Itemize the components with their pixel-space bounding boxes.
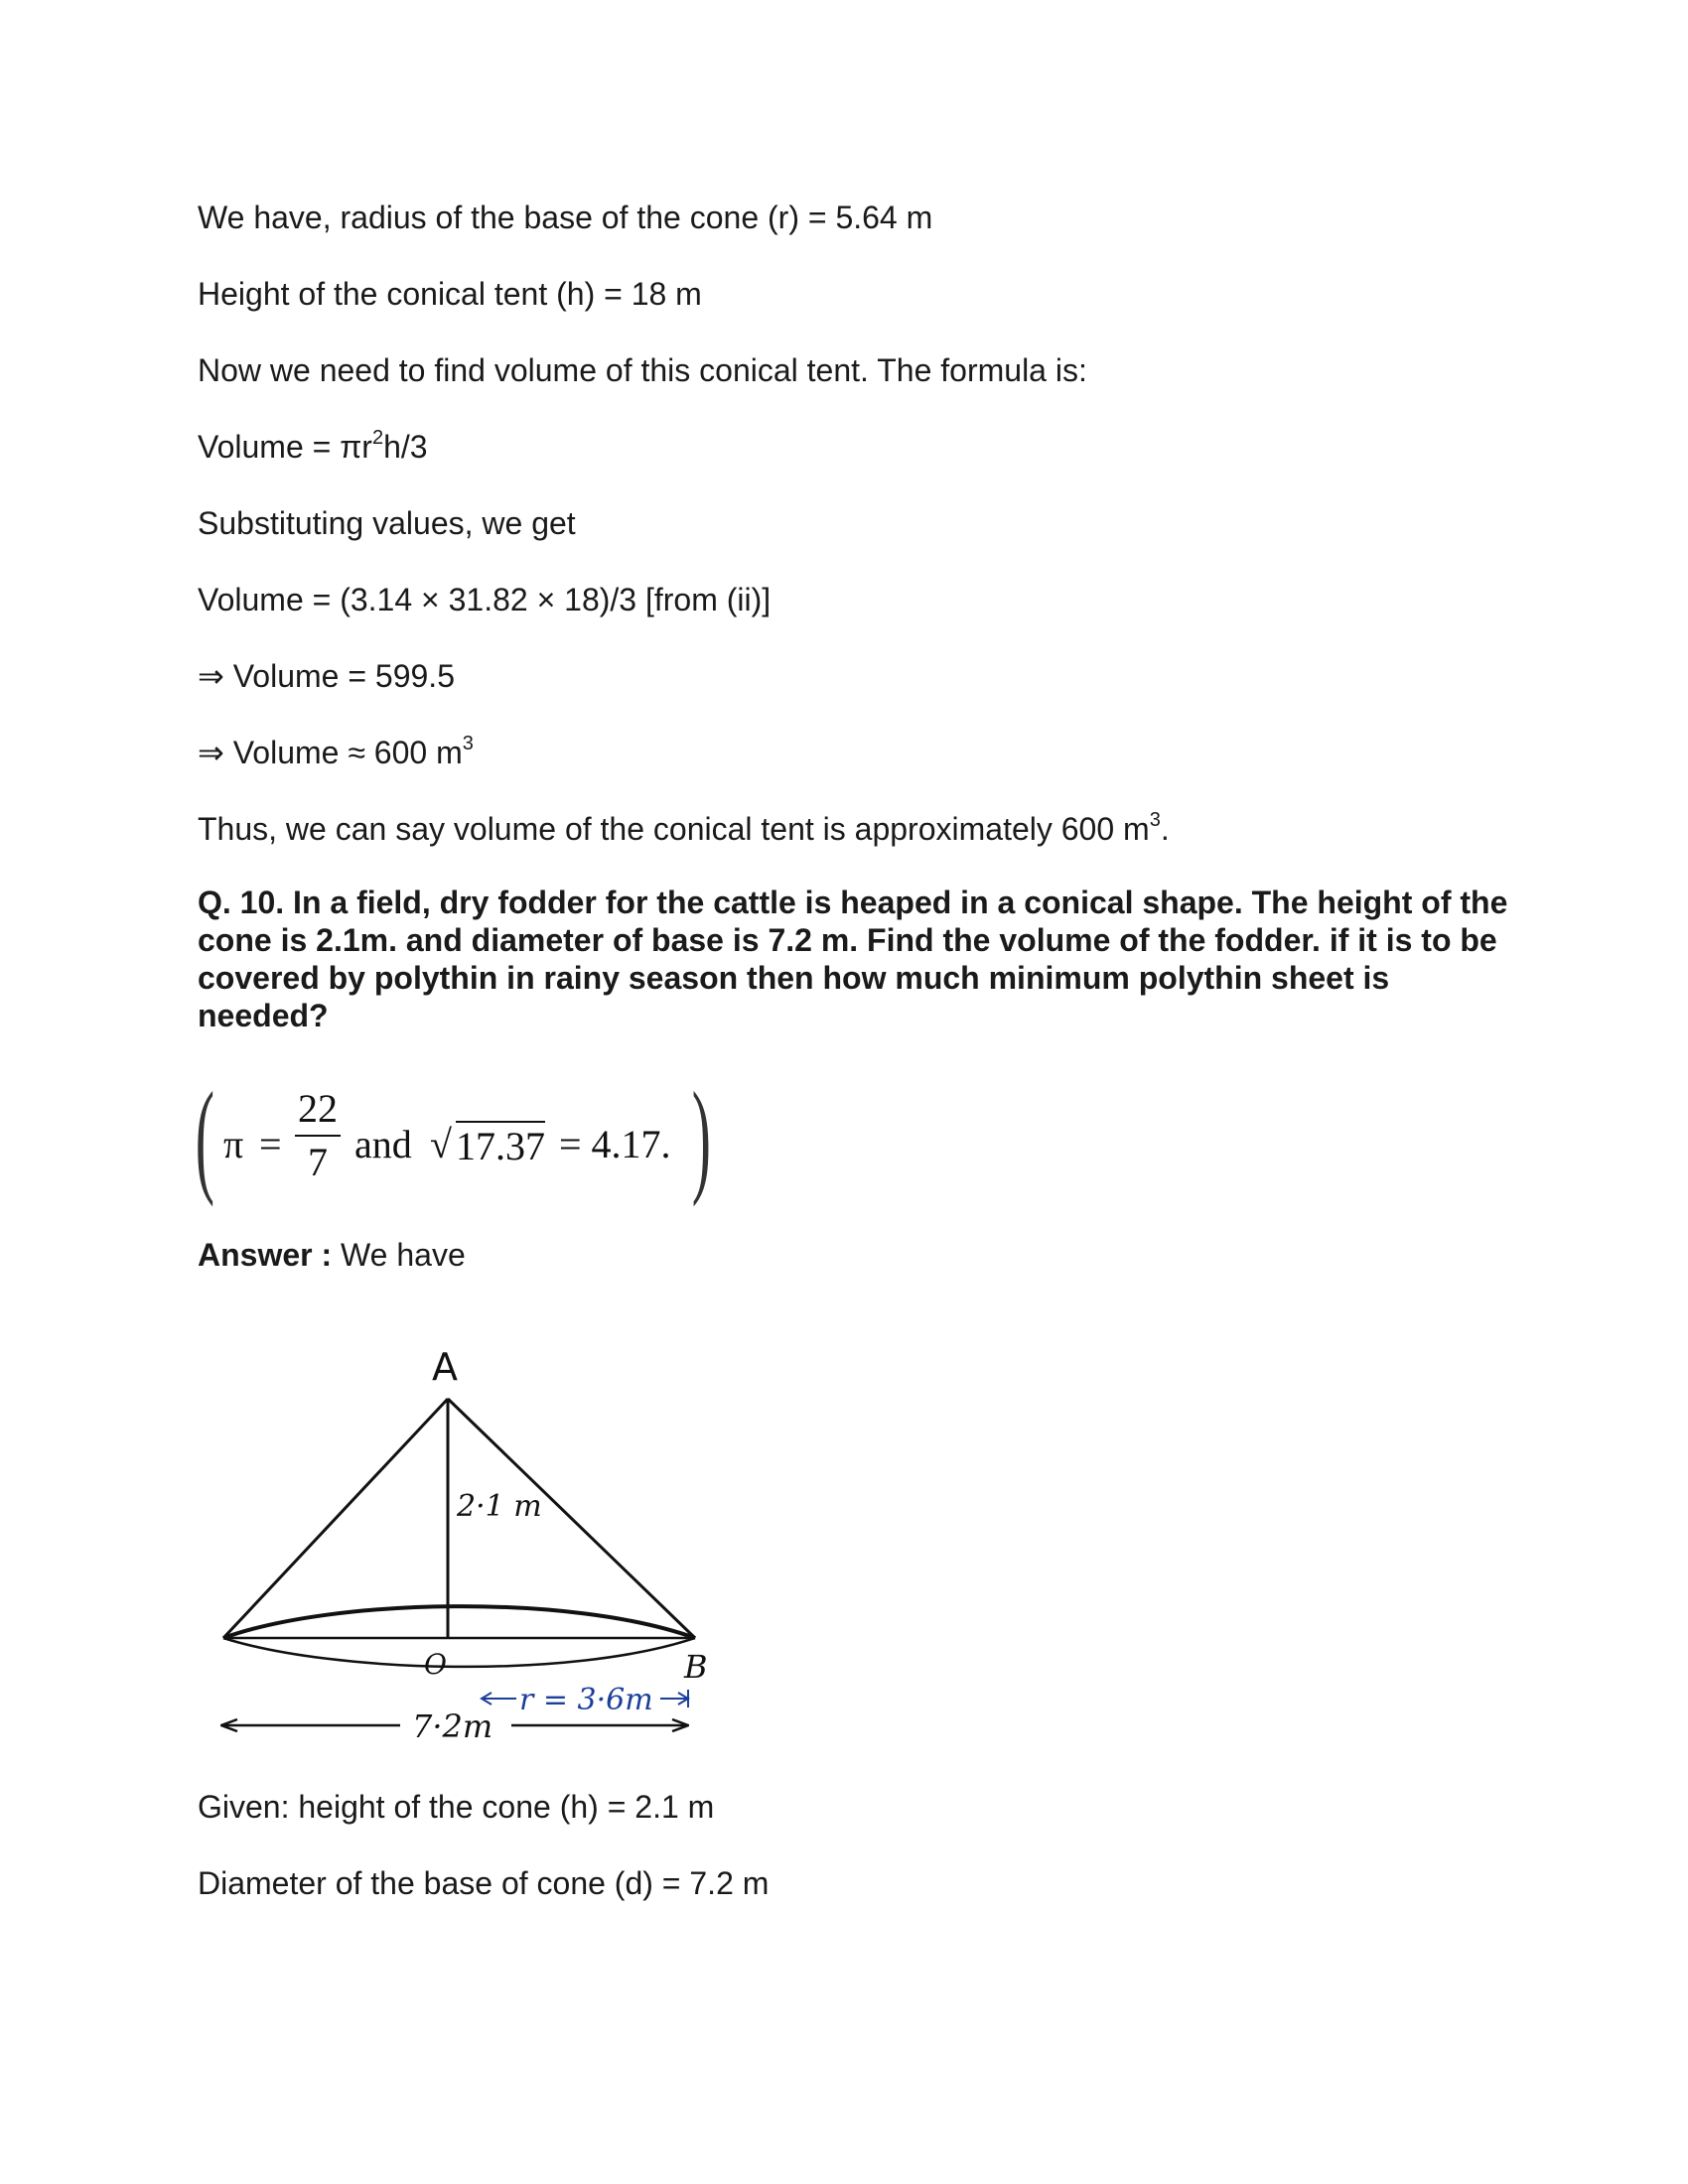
height-given-text: Height of the conical tent (h) = 18 m [198,276,702,312]
hint-fraction-bar [295,1135,341,1137]
conclusion-line [198,809,1170,849]
need-volume-text: Now we need to find volume of this conical tent. The formula is: [198,352,1087,388]
apex-label: A [432,1345,458,1389]
cone-base-front-arc [223,1638,695,1667]
volume-formula-suffix: h/3 [383,429,428,465]
hint-pi: π [223,1122,244,1166]
volume-result-text: ⇒ Volume = 599.5 [198,658,455,694]
volume-approx-line [198,733,474,772]
volume-substitution-text: Volume = (3.14 × 31.82 × 18)/3 [from (ii)] [198,582,772,617]
hint-and: and [354,1122,412,1166]
conclusion-prefix: Thus, we can say volume of the conical tent is approximately 600 m [198,811,1150,847]
radius-label: r = 3·6m [519,1683,653,1717]
hint-radicand: 17.37 [456,1121,545,1169]
question-10 [198,884,1508,1034]
radius-given-line [198,198,932,237]
given-height-line [198,1787,714,1827]
given-diameter-text: Diameter of the base of cone (d) = 7.2 m [198,1865,770,1901]
volume-formula-line [198,427,428,467]
question-text: Q. 10. In a field, dry fodder for the cattle is heaped in a conical shape. The height of the cone is 2.1m. and diameter of base is 7.2 m. Find the volume of the fodder. if it is to be covered by polythin in rainy season then how much minimum polythin sheet is needed? [198,885,1508,1033]
formula-hint [195,1066,724,1207]
cone-base-back-arc [223,1606,695,1638]
volume-approx-exponent: 3 [462,733,474,754]
cone-left-slant [223,1399,448,1638]
answer-label: Answer : [198,1237,333,1273]
hint-left-paren: ( [195,1066,214,1207]
hint-right-paren: ) [691,1066,711,1207]
volume-approx-prefix: ⇒ Volume ≈ 600 m [198,735,463,770]
height-given-line [198,274,702,314]
center-label: O [424,1648,447,1681]
volume-substitution-line [198,580,771,619]
given-diameter-line [198,1863,769,1903]
substituting-text: Substituting values, we get [198,505,576,541]
point-b-label: B [684,1648,708,1686]
conclusion-exponent: 3 [1149,809,1161,831]
answer-text: We have [332,1237,466,1273]
cone-diagram [213,1310,730,1737]
hint-result: = 4.17. [559,1122,671,1166]
hint-denominator: 7 [308,1140,328,1184]
height-label: 2·1 m [457,1489,542,1524]
volume-result-line [198,656,455,696]
volume-formula-exponent: 2 [371,427,384,449]
hint-sqrt-symbol: √ [430,1122,452,1166]
radius-given-text: We have, radius of the base of the cone (r) = 5.64 m [198,200,933,235]
conclusion-suffix: . [1160,811,1170,847]
given-height-text: Given: height of the cone (h) = 2.1 m [198,1789,715,1825]
substituting-line [198,503,576,543]
diameter-label: 7·2m [412,1707,493,1737]
hint-fraction [293,1087,343,1184]
hint-numerator: 22 [298,1086,338,1131]
hint-equals: = [259,1122,282,1166]
answer-line [198,1235,466,1275]
need-volume-line [198,350,1087,390]
volume-formula-prefix: Volume = πr [198,429,372,465]
